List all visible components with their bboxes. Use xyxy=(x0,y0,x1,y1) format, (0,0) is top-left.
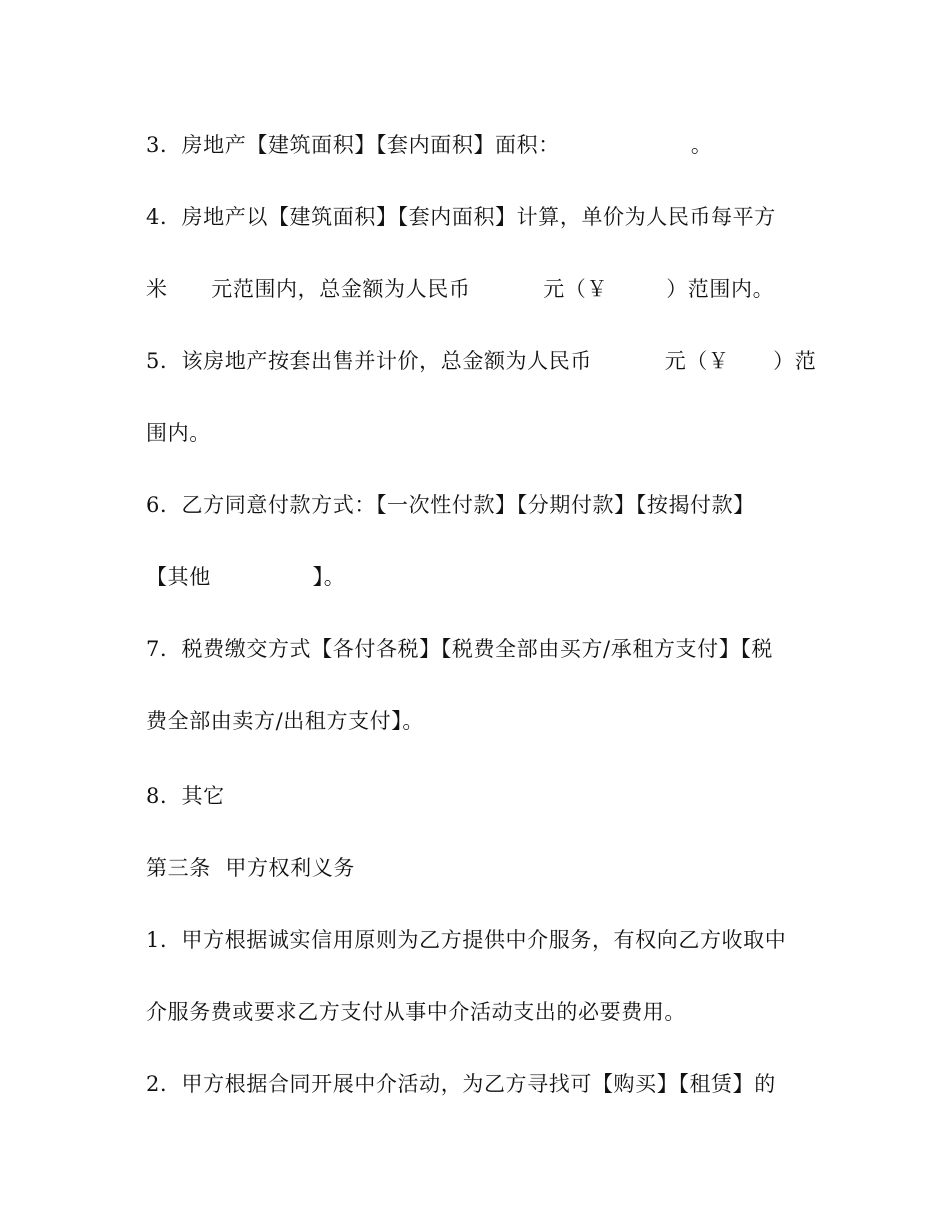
text-line-payment-other: 【其他 】。 xyxy=(146,565,346,589)
text-line-package-price-cont: 围内。 xyxy=(146,421,211,445)
text-line-tax-method-cont: 费全部由卖方/出租方支付】。 xyxy=(146,709,424,733)
text-line-unit-price: 4．房地产以【建筑面积】【套内面积】计算，单价为人民币每平方 xyxy=(146,205,776,229)
text-line-total-amount: 米 元范围内，总金额为人民币 元（￥ ）范围内。 xyxy=(146,277,775,301)
section-heading-party-a-rights: 第三条 甲方权利义务 xyxy=(146,856,355,880)
text-line-clause-1-cont: 介服务费或要求乙方支付从事中介活动支出的必要费用。 xyxy=(146,1000,686,1024)
text-line-clause-1: 1．甲方根据诚实信用原则为乙方提供中介服务，有权向乙方收取中 xyxy=(146,928,787,952)
text-line-package-price: 5．该房地产按套出售并计价，总金额为人民币 元（￥ ）范 xyxy=(146,349,817,373)
text-line-payment-method: 6．乙方同意付款方式：【一次性付款】【分期付款】【按揭付款】 xyxy=(146,493,755,517)
text-line-area: 3．房地产【建筑面积】【套内面积】面积： 。 xyxy=(146,133,713,157)
text-line-clause-2: 2．甲方根据合同开展中介活动，为乙方寻找可【购买】【租赁】的 xyxy=(146,1072,776,1096)
text-line-tax-method: 7．税费缴交方式【各付各税】【税费全部由买方/承租方支付】【税 xyxy=(146,637,774,661)
text-line-other: 8．其它 xyxy=(146,784,225,808)
